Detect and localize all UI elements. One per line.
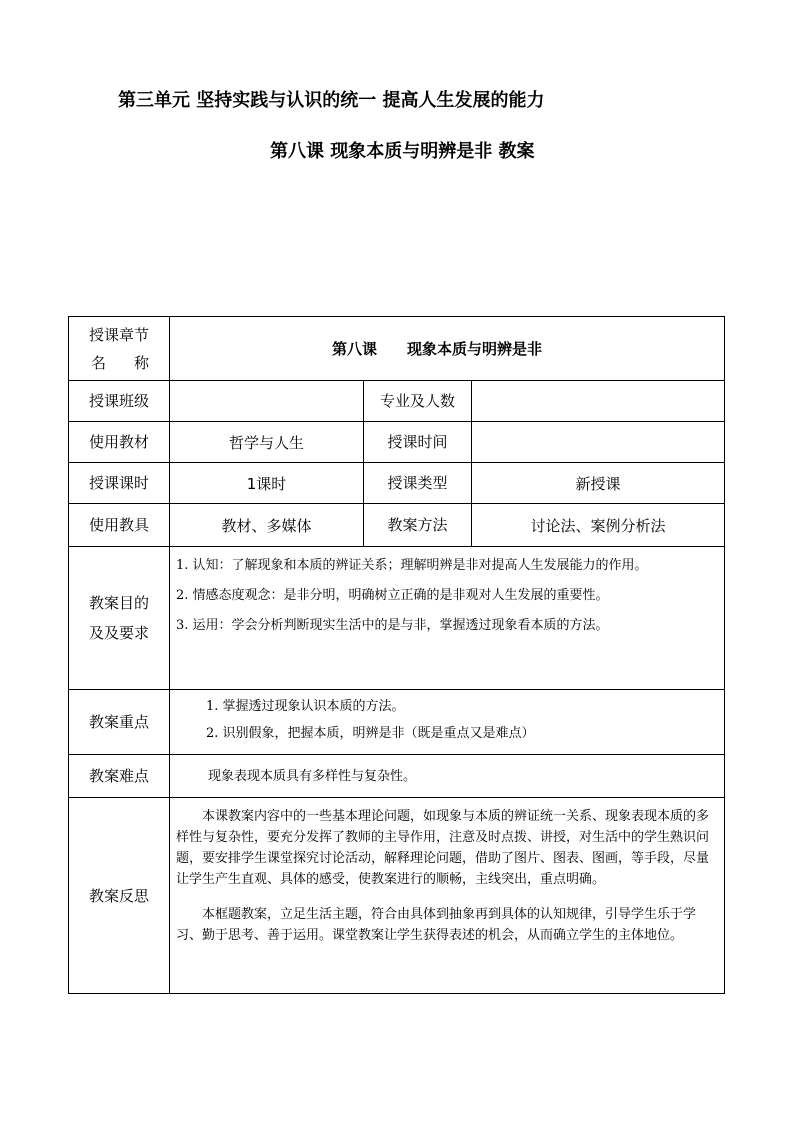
objective-item: 3. 运用：学会分析判断现实生活中的是与非，掌握透过现象看本质的方法。 bbox=[176, 618, 609, 633]
row-tools bbox=[69, 504, 725, 547]
chapter-value-topic: 现象本质与明辨是非 bbox=[407, 340, 543, 358]
difficulty-text: 现象表现本质具有多样性与复杂性。 bbox=[208, 768, 417, 784]
objective-label-line2: 及及要求 bbox=[88, 624, 149, 642]
chapter-label-char-cheng: 称 bbox=[133, 353, 149, 372]
reflection-content bbox=[170, 798, 725, 994]
row-class bbox=[69, 381, 725, 422]
row-difficulty bbox=[69, 755, 725, 798]
type-label: 授课类型 bbox=[364, 463, 472, 504]
key-content bbox=[170, 690, 725, 755]
objective-label bbox=[69, 547, 170, 690]
difficulty-content bbox=[170, 755, 725, 798]
unit-title: 第三单元 坚持实践与认识的统一 提高人生发展的能力 bbox=[118, 90, 545, 111]
lesson-title: 第八课 现象本质与明辨是非 教案 bbox=[270, 141, 535, 162]
reflection-label: 教案反思 bbox=[69, 798, 170, 994]
major-value[interactable] bbox=[472, 381, 725, 422]
objective-item: 2. 情感态度观念：是非分明，明确树立正确的是非观对人生发展的重要性。 bbox=[176, 588, 609, 603]
hours-label: 授课课时 bbox=[69, 463, 170, 504]
reflection-paragraph: 本框题教案，立足生活主题，符合由具体到抽象再到具体的认知规律，引导学生乐于学习、勤于思考、善于运用。课堂教案让学生获得表述的机会，从而确立学生的主体地位。 bbox=[176, 907, 697, 943]
row-objectives bbox=[69, 547, 725, 690]
class-value[interactable] bbox=[170, 381, 364, 422]
row-hours bbox=[69, 463, 725, 504]
method-value: 讨论法、案例分析法 bbox=[472, 504, 725, 547]
type-value: 新授课 bbox=[472, 463, 725, 504]
key-point-item: 2. 识别假象，把握本质，明辨是非（既是重点又是难点） bbox=[206, 726, 535, 741]
major-label: 专业及人数 bbox=[364, 381, 472, 422]
row-textbook bbox=[69, 422, 725, 463]
row-reflection bbox=[69, 798, 725, 994]
tools-value: 教材、多媒体 bbox=[170, 504, 364, 547]
textbook-label: 使用教材 bbox=[69, 422, 170, 463]
row-key-points bbox=[69, 690, 725, 755]
chapter-label-line2 bbox=[69, 349, 169, 377]
chapter-label bbox=[69, 317, 170, 381]
chapter-value bbox=[170, 317, 725, 381]
reflection-paragraph: 本课教案内容中的一些基本理论问题，如现象与本质的辨证统一关系、现象表现本质的多样性与复杂性，要充分发挥了教师的主导作用，注意及时点拨、讲授，对生活中的学生熟识问题，要安排学生课堂探究讨论活动，解释理论问题，借助了图片、图表、图画，等手段，尽量让学生产生直观、具体的感受，使教案进行的顺畅，主线突出，重点明确。 bbox=[176, 809, 710, 887]
chapter-value-lesson: 第八课 bbox=[332, 340, 378, 358]
chapter-label-line1: 授课章节 bbox=[88, 325, 149, 344]
lesson-plan-table bbox=[68, 316, 725, 994]
objective-content bbox=[170, 547, 725, 690]
textbook-value: 哲学与人生 bbox=[170, 422, 364, 463]
key-point-item: 1. 掌握透过现象认识本质的方法。 bbox=[206, 699, 405, 714]
tools-label: 使用教具 bbox=[69, 504, 170, 547]
class-label: 授课班级 bbox=[69, 381, 170, 422]
objective-item: 1. 认知：了解现象和本质的辨证关系；理解明辨是非对提高人生发展能力的作用。 bbox=[176, 558, 648, 573]
objective-label-line1: 教案目的 bbox=[88, 594, 149, 612]
hours-value: 1课时 bbox=[170, 463, 364, 504]
difficulty-label: 教案难点 bbox=[69, 755, 170, 798]
method-label: 教案方法 bbox=[364, 504, 472, 547]
row-chapter bbox=[69, 317, 725, 381]
key-label: 教案重点 bbox=[69, 690, 170, 755]
time-label: 授课时间 bbox=[364, 422, 472, 463]
time-value[interactable] bbox=[472, 422, 725, 463]
chapter-label-char-ming: 名 bbox=[91, 353, 107, 372]
